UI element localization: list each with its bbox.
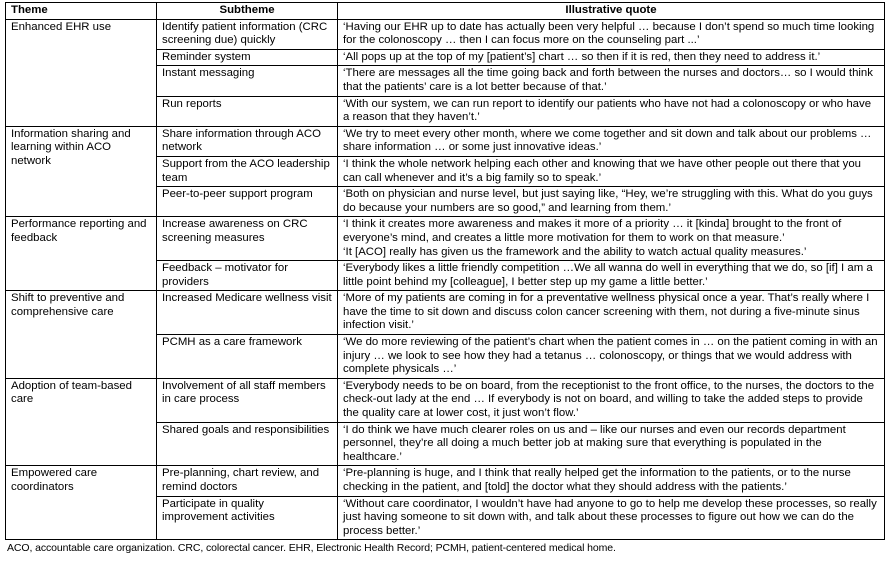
subtheme-cell: Involvement of all staff members in care process <box>157 378 338 422</box>
theme-cell: Empowered care coordinators <box>6 466 157 540</box>
themes-table <box>5 2 885 540</box>
header-row <box>6 3 885 20</box>
quote-cell: ‘Without care coordinator, I wouldn’t have had anyone to go to help me develop these processes, so really just having someone to sit down with, and talk about these processes to figure out how we can do the process better.’ <box>338 496 885 540</box>
quote-cell: ‘Pre-planning is huge, and I think that really helped get the information to the patients, or to the nurse checking in the patient, and [told] the doctor what they should address with the patients.’ <box>338 466 885 496</box>
quote-cell: ‘We try to meet every other month, where we come together and sit down and talk about our problems … share information … or some just innovative ideas.’ <box>338 126 885 156</box>
subtheme-cell: Share information through ACO network <box>157 126 338 156</box>
quote-cell: ‘Everybody needs to be on board, from the receptionist to the front office, to the nurses, the doctors to the check-out lady at the end … If everybody is not on board, and willing to take the added steps to provide the quality care at lower cost, it just won’t flow.’ <box>338 378 885 422</box>
table-row <box>6 217 885 261</box>
quote-cell: ‘There are messages all the time going back and forth between the nurses and doctors… so I would think that the patients’ care is a lot better because of that.’ <box>338 66 885 96</box>
subtheme-cell: Support from the ACO leadership team <box>157 156 338 186</box>
subtheme-cell: Run reports <box>157 96 338 126</box>
quote-cell: ‘More of my patients are coming in for a preventative wellness physical once a year. That’s really where I have the time to sit down and discuss colon cancer screening with them, not during a five-minute sinus infection visit.’ <box>338 291 885 335</box>
subtheme-cell: Instant messaging <box>157 66 338 96</box>
subtheme-cell: Feedback – motivator for providers <box>157 261 338 291</box>
subtheme-cell: Identify patient information (CRC screening due) quickly <box>157 19 338 49</box>
subtheme-cell: Pre-planning, chart review, and remind doctors <box>157 466 338 496</box>
quote-cell: ‘I think the whole network helping each other and knowing that we have other people out there that you can call whenever and it’s a big family so to speak.’ <box>338 156 885 186</box>
header-quote: Illustrative quote <box>338 3 885 20</box>
subtheme-cell: Reminder system <box>157 49 338 66</box>
subtheme-cell: Participate in quality improvement activities <box>157 496 338 540</box>
quote-cell: ‘Both on physician and nurse level, but just saying like, “Hey, we’re struggling with this. What do you guys do because your numbers are so good,” and learning from them.’ <box>338 187 885 217</box>
quote-cell: ‘We do more reviewing of the patient’s chart when the patient comes in … on the patient coming in with an injury … we look to see how they had a tetanus … colonoscopy, or things that we would address with complete physicals …’ <box>338 335 885 379</box>
theme-cell: Adoption of team-based care <box>6 378 157 466</box>
document <box>5 2 884 554</box>
quote-cell: ‘With our system, we can run report to identify our patients who have not had a colonoscopy or who have a reason that they haven’t.’ <box>338 96 885 126</box>
subtheme-cell: Shared goals and responsibilities <box>157 422 338 466</box>
quote-cell: ‘All pops up at the top of my [patient’s] chart … so then if it is red, then they need to address it.’ <box>338 49 885 66</box>
theme-cell: Performance reporting and feedback <box>6 217 157 291</box>
subtheme-cell: Increase awareness on CRC screening measures <box>157 217 338 261</box>
theme-cell: Enhanced EHR use <box>6 19 157 126</box>
header-subtheme: Subtheme <box>157 3 338 20</box>
theme-cell: Shift to preventive and comprehensive care <box>6 291 157 379</box>
table-row <box>6 19 885 49</box>
table-row <box>6 126 885 156</box>
theme-cell: Information sharing and learning within ACO network <box>6 126 157 217</box>
table-row <box>6 466 885 496</box>
quote-cell <box>338 217 885 261</box>
quote-text: ‘I think it creates more awareness and makes it more of a priority … it [kinda] brought to the front of everyone’s mind, and creates a little more motivation for them to work on that measure.’ <box>343 218 842 244</box>
header-theme: Theme <box>6 3 157 20</box>
subtheme-cell: Increased Medicare wellness visit <box>157 291 338 335</box>
quote-text: ‘It [ACO] really has given us the framework and the ability to watch actual quality measures.’ <box>343 245 807 258</box>
table-row <box>6 378 885 422</box>
table-footnote: ACO, accountable care organization. CRC, colorectal cancer. EHR, Electronic Health Record; PCMH, patient-centered medical home. <box>7 542 616 555</box>
subtheme-cell: Peer-to-peer support program <box>157 187 338 217</box>
quote-cell: ‘Everybody likes a little friendly competition …We all wanna do well in everything that we do, so [if] I am a little point behind my [colleague], I better step up my game a little better.’ <box>338 261 885 291</box>
quote-cell: ‘I do think we have much clearer roles on us and – like our nurses and even our records department personnel, they’re all doing a much better job at making sure that everything is populated in the healthcare.’ <box>338 422 885 466</box>
subtheme-cell: PCMH as a care framework <box>157 335 338 379</box>
table-row <box>6 291 885 335</box>
quote-cell: ‘Having our EHR up to date has actually been very helpful … because I don’t spend so much time looking for the colonoscopy … then I can focus more on the counseling part ...’ <box>338 19 885 49</box>
